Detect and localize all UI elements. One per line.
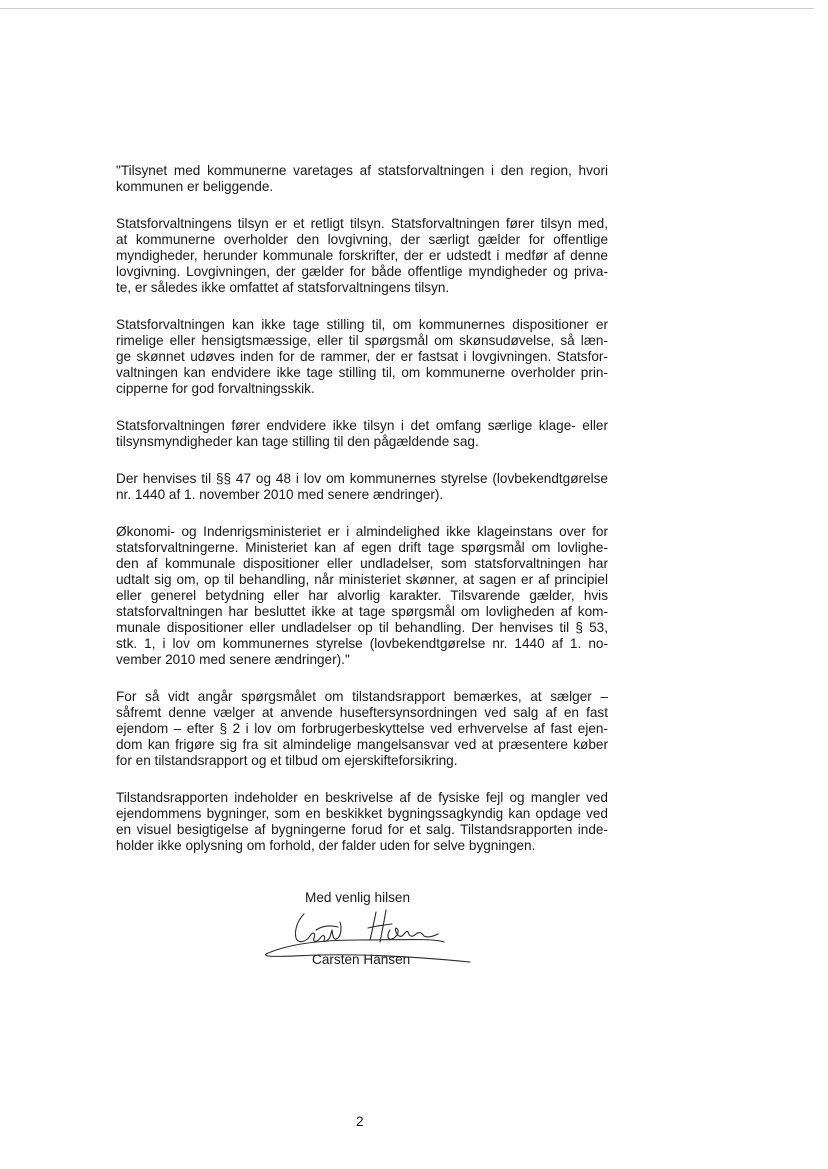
paragraph-line: valtningen kan endvidere ikke tage stilling til, om kommunerne overholder prin- <box>116 365 608 380</box>
paragraph-line: eller generel betydning eller har alvorlig karakter. Tilsvarende gælder, hvis <box>116 588 608 603</box>
paragraph-line: såfremt denne vælger at anvende huseftersynsordningen ved salg af en fast <box>116 705 608 720</box>
paragraph-line: at kommunerne overholder den lovgivning, der særligt gælder for offentlige <box>116 232 608 247</box>
signer-name: Carsten Hansen <box>312 952 411 967</box>
paragraph-line: vember 2010 med senere ændringer)." <box>116 652 350 667</box>
paragraph-line: For så vidt angår spørgsmålet om tilstandsrapport bemærkes, at sælger – <box>116 689 608 704</box>
letter-paragraph <box>116 471 608 503</box>
paragraph-line: Økonomi- og Indenrigsministeriet er i almindelighed ikke klageinstans over for <box>116 524 608 539</box>
paragraph-line: Tilstandsrapporten indeholder en beskrivelse af de fysiske fejl og mangler ved <box>116 790 608 805</box>
paragraph-line: den af kommunale dispositioner eller undladelser, som statsforvaltningen har <box>116 556 608 571</box>
paragraph-line: stk. 1, i lov om kommunernes styrelse (lovbekendtgørelse nr. 1440 af 1. no- <box>116 636 608 651</box>
letter-paragraph <box>116 216 608 296</box>
letter-paragraph <box>116 317 608 397</box>
paragraph-line: Statsforvaltningen kan ikke tage stilling til, om kommunernes dispositioner er <box>116 317 608 332</box>
letter-paragraph <box>116 524 608 668</box>
page-top-edge-rule <box>0 8 814 9</box>
paragraph-line: te, er således ikke omfattet af statsforvaltningens tilsyn. <box>116 280 450 295</box>
paragraph-line: ejendom – efter § 2 i lov om forbrugerbeskyttelse ved erhvervelse af fast ejen- <box>116 721 608 736</box>
closing-salutation: Med venlig hilsen <box>305 890 411 905</box>
paragraph-line: dom kan frigøre sig fra sit almindelige mangelsansvar ved at præsentere køber <box>116 737 608 752</box>
paragraph-line: for en tilstandsrapport og et tilbud om ejerskifteforsikring. <box>116 753 458 768</box>
letter-paragraph <box>116 790 608 854</box>
paragraph-line: nr. 1440 af 1. november 2010 med senere ændringer). <box>116 487 444 502</box>
paragraph-line: munale dispositioner eller undladelser op til behandling. Der henvises til § 53, <box>116 620 608 635</box>
letter-paragraph <box>116 418 608 450</box>
paragraph-line: cipperne for god forvaltningsskik. <box>116 381 315 396</box>
paragraph-line: lovgivning. Lovgivningen, der gælder for både offentlige myndigheder og priva- <box>116 264 608 279</box>
paragraph-line: en visuel besigtigelse af bygningerne forud for et salg. Tilstandsrapporten inde- <box>116 822 608 837</box>
paragraph-line: rimelige eller hensigtsmæssige, eller til spørgsmål om skønsudøvelse, så læn- <box>116 333 608 348</box>
paragraph-line: ge skønnet udøves inden for de rammer, der er fastsat i lovgivningen. Statsfor- <box>116 349 608 364</box>
paragraph-line: "Tilsynet med kommunerne varetages af statsforvaltningen i den region, hvori <box>116 163 608 178</box>
paragraph-line: tilsynsmyndigheder kan tage stilling til den pågældende sag. <box>116 434 479 449</box>
paragraph-line: Der henvises til §§ 47 og 48 i lov om kommunernes styrelse (lovbekendtgørelse <box>116 471 608 486</box>
paragraph-line: statsforvaltningerne. Ministeriet kan af egen drift tage spørgsmål om lovlighe- <box>116 540 608 555</box>
paragraph-line: ejendommens bygninger, som en beskikket bygningssagkyndig kan opdage ved <box>116 806 608 821</box>
letter-body <box>116 163 608 875</box>
letter-paragraph <box>116 163 608 195</box>
letter-paragraph <box>116 689 608 769</box>
paragraph-line: Statsforvaltningens tilsyn er et retligt tilsyn. Statsforvaltningen fører tilsyn med, <box>116 216 608 231</box>
paragraph-line: myndigheder, herunder kommunale forskrifter, der er udstedt i medfør af denne <box>116 248 608 263</box>
page-number: 2 <box>356 1114 364 1129</box>
paragraph-line: Statsforvaltningen fører endvidere ikke tilsyn i det omfang særlige klage- eller <box>116 418 608 433</box>
paragraph-line: statsforvaltningen har besluttet ikke at tage spørgsmål om lovligheden af kom- <box>116 604 608 619</box>
paragraph-line: kommunen er beliggende. <box>116 179 274 194</box>
paragraph-line: holder ikke oplysning om forhold, der falder uden for selve bygningen. <box>116 838 536 853</box>
paragraph-line: udtalt sig om, op til behandling, når ministeriet skønner, at sagen er af principiel <box>116 572 608 587</box>
